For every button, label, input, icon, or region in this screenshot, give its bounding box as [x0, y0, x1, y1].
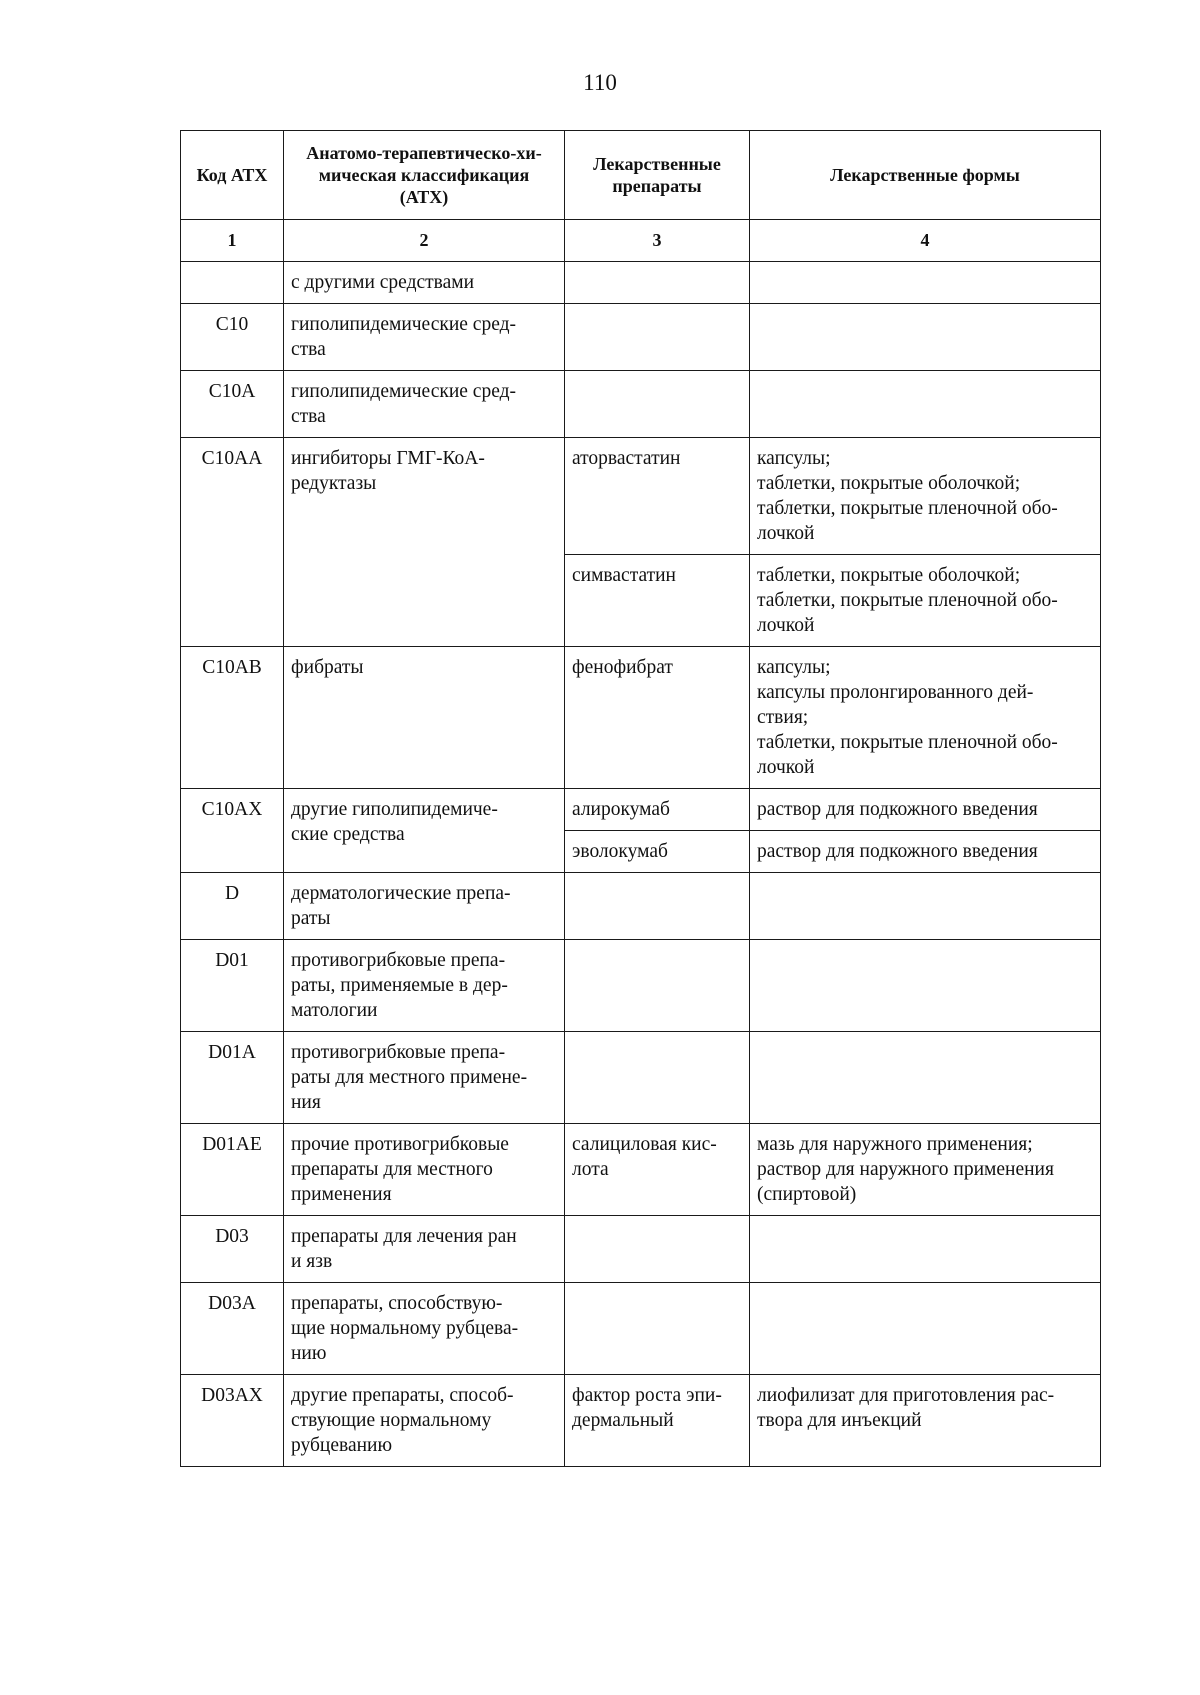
dosage-form-line: лочкой — [757, 523, 815, 544]
column-number-row — [181, 220, 1101, 262]
drug-cell — [565, 1283, 750, 1375]
classification-line: ства — [291, 406, 326, 427]
dosage-form-line: таблетки, покрытые пленочной обо- — [757, 590, 1058, 611]
dosage-form-line: лочкой — [757, 615, 815, 636]
atc-code-cell: C10 — [181, 304, 284, 371]
classification-line: противогрибковые препа- — [291, 1042, 506, 1063]
table-header — [181, 131, 1101, 262]
atc-code-cell: C10AX — [181, 789, 284, 873]
classification-line: противогрибковые препа- — [291, 950, 506, 971]
atc-classification-table — [180, 130, 1101, 1467]
classification-cell — [284, 1032, 565, 1124]
drug-name-line: дермальный — [572, 1410, 674, 1431]
header-text-line: препараты — [612, 176, 702, 196]
drug-name-line: эволокумаб — [572, 841, 668, 862]
classification-line: ства — [291, 339, 326, 360]
dosage-form-line: ствия; — [757, 707, 809, 728]
drug-name-line: фенофибрат — [572, 657, 673, 678]
drug-cell — [565, 262, 750, 304]
dosage-form-cell — [750, 940, 1101, 1032]
header-row — [181, 131, 1101, 220]
classification-cell — [284, 262, 565, 304]
classification-line: ские средства — [291, 824, 405, 845]
classification-line: и язв — [291, 1251, 333, 1272]
classification-cell — [284, 647, 565, 789]
table-row — [181, 1375, 1101, 1467]
atc-code-cell — [181, 262, 284, 304]
classification-cell — [284, 940, 565, 1032]
page-number: 110 — [583, 70, 617, 95]
classification-line: прочие противогрибковые — [291, 1134, 509, 1155]
classification-line: ствующие нормальному — [291, 1410, 492, 1431]
table-row — [181, 304, 1101, 371]
classification-line: фибраты — [291, 657, 364, 678]
header-text-line: мическая классификация — [318, 165, 530, 185]
drug-cell — [565, 1032, 750, 1124]
classification-line: ингибиторы ГМГ-КоА- — [291, 448, 485, 469]
dosage-form-cell — [750, 1283, 1101, 1375]
drug-name-line: алирокумаб — [572, 799, 670, 820]
dosage-form-line: раствор для подкожного введения — [757, 799, 1038, 820]
atc-code-cell: D03A — [181, 1283, 284, 1375]
dosage-form-cell — [750, 831, 1101, 873]
dosage-form-line: мазь для наружного применения; — [757, 1134, 1033, 1155]
drug-name-line: симвастатин — [572, 565, 676, 586]
classification-line: щие нормальному рубцева- — [291, 1318, 519, 1339]
dosage-form-line: капсулы; — [757, 657, 831, 678]
table-row — [181, 873, 1101, 940]
drug-cell — [565, 304, 750, 371]
atc-code-cell: D01 — [181, 940, 284, 1032]
classification-line: раты, применяемые в дер- — [291, 975, 508, 996]
dosage-form-line: раствор для наружного применения — [757, 1159, 1054, 1180]
column-number: 2 — [284, 220, 565, 262]
drug-cell — [565, 1375, 750, 1467]
table-row — [181, 1283, 1101, 1375]
classification-line: другие гиполипидемиче- — [291, 799, 498, 820]
drug-cell — [565, 1124, 750, 1216]
dosage-form-line: лочкой — [757, 757, 815, 778]
header-text-line: Лекарственные формы — [830, 165, 1020, 185]
classification-cell — [284, 304, 565, 371]
classification-line: другие препараты, способ- — [291, 1385, 514, 1406]
classification-line: с другими средствами — [291, 272, 475, 293]
header-text-line: Лекарственные — [593, 154, 721, 174]
dosage-form-line: (спиртовой) — [757, 1184, 857, 1205]
header-classification — [284, 131, 565, 220]
classification-line: гиполипидемические сред- — [291, 381, 517, 402]
dosage-form-cell — [750, 1216, 1101, 1283]
drug-name-line: фактор роста эпи- — [572, 1385, 722, 1406]
drug-cell — [565, 940, 750, 1032]
atc-code-cell: D — [181, 873, 284, 940]
atc-code-cell: D03AX — [181, 1375, 284, 1467]
header-code — [181, 131, 284, 220]
drug-name-line: салициловая кис- — [572, 1134, 717, 1155]
column-number: 4 — [750, 220, 1101, 262]
classification-line: рубцеванию — [291, 1435, 393, 1456]
drug-cell — [565, 438, 750, 555]
classification-cell — [284, 873, 565, 940]
header-text-line: (АТХ) — [399, 187, 449, 207]
classification-line: препараты для местного — [291, 1159, 493, 1180]
drug-cell — [565, 873, 750, 940]
atc-code-cell: D01AE — [181, 1124, 284, 1216]
dosage-form-line: лиофилизат для приготовления рас- — [757, 1385, 1055, 1406]
drug-name-line: аторвастатин — [572, 448, 681, 469]
dosage-form-cell — [750, 1375, 1101, 1467]
drug-cell — [565, 555, 750, 647]
atc-code-cell: C10AA — [181, 438, 284, 647]
classification-cell — [284, 789, 565, 873]
classification-cell — [284, 1375, 565, 1467]
dosage-form-line: твора для инъекций — [757, 1410, 922, 1431]
classification-line: препараты, способствую- — [291, 1293, 503, 1314]
atc-code-cell: D03 — [181, 1216, 284, 1283]
classification-line: препараты для лечения ран — [291, 1226, 517, 1247]
table-row — [181, 1032, 1101, 1124]
drug-cell — [565, 831, 750, 873]
dosage-form-cell — [750, 371, 1101, 438]
atc-code-cell: D01A — [181, 1032, 284, 1124]
table-body — [181, 262, 1101, 1467]
dosage-form-cell — [750, 438, 1101, 555]
table-row — [181, 438, 1101, 555]
column-number: 1 — [181, 220, 284, 262]
table-row — [181, 1124, 1101, 1216]
dosage-form-line: капсулы пролонгированного дей- — [757, 682, 1034, 703]
table-row — [181, 940, 1101, 1032]
table-row — [181, 1216, 1101, 1283]
dosage-form-cell — [750, 873, 1101, 940]
classification-line: редуктазы — [291, 473, 377, 494]
dosage-form-line: раствор для подкожного введения — [757, 841, 1038, 862]
classification-line: дерматологические препа- — [291, 883, 511, 904]
classification-cell — [284, 1283, 565, 1375]
drug-cell — [565, 789, 750, 831]
atc-code-cell: C10AB — [181, 647, 284, 789]
header-text-line: Код АТХ — [196, 165, 268, 185]
dosage-form-cell — [750, 789, 1101, 831]
drug-cell — [565, 1216, 750, 1283]
table-row — [181, 647, 1101, 789]
classification-line: раты — [291, 908, 331, 929]
header-text-line: Анатомо-терапевтическо-хи- — [306, 143, 542, 163]
drug-cell — [565, 647, 750, 789]
header-drugs — [565, 131, 750, 220]
table-row — [181, 371, 1101, 438]
dosage-form-line: таблетки, покрытые пленочной обо- — [757, 498, 1058, 519]
column-number: 3 — [565, 220, 750, 262]
classification-cell — [284, 1216, 565, 1283]
dosage-form-line: таблетки, покрытые оболочкой; — [757, 473, 1021, 494]
dosage-form-line: таблетки, покрытые оболочкой; — [757, 565, 1021, 586]
atc-code-cell: C10A — [181, 371, 284, 438]
classification-line: нию — [291, 1343, 327, 1364]
classification-line: матологии — [291, 1000, 378, 1021]
dosage-form-cell — [750, 304, 1101, 371]
dosage-form-cell — [750, 1032, 1101, 1124]
classification-line: гиполипидемические сред- — [291, 314, 517, 335]
table-row — [181, 262, 1101, 304]
classification-line: ния — [291, 1092, 321, 1113]
classification-cell — [284, 438, 565, 647]
classification-cell — [284, 371, 565, 438]
dosage-form-line: таблетки, покрытые пленочной обо- — [757, 732, 1058, 753]
header-forms — [750, 131, 1101, 220]
dosage-form-cell — [750, 262, 1101, 304]
table-row — [181, 789, 1101, 831]
classification-cell — [284, 1124, 565, 1216]
classification-line: применения — [291, 1184, 392, 1205]
dosage-form-cell — [750, 1124, 1101, 1216]
drug-name-line: лота — [572, 1159, 609, 1180]
drug-cell — [565, 371, 750, 438]
dosage-form-cell — [750, 555, 1101, 647]
classification-line: раты для местного примене- — [291, 1067, 528, 1088]
dosage-form-line: капсулы; — [757, 448, 831, 469]
dosage-form-cell — [750, 647, 1101, 789]
